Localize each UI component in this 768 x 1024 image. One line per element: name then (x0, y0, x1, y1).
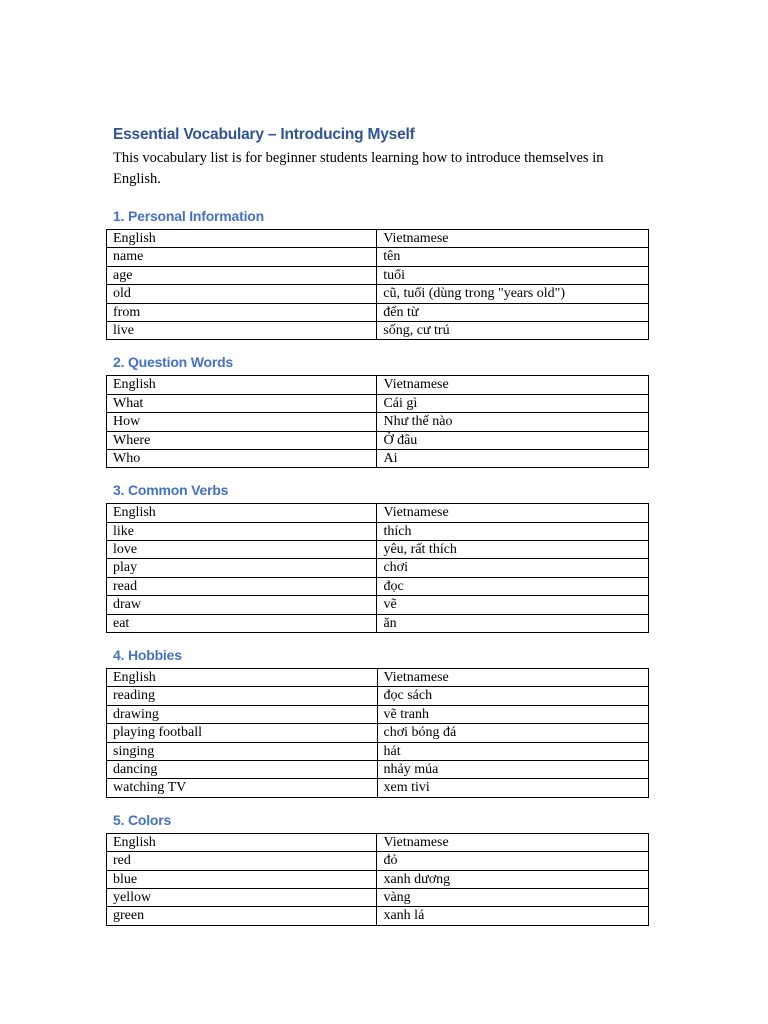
table-row (107, 852, 649, 870)
english-cell: live (107, 321, 377, 339)
vietnamese-cell: Cái gì (377, 394, 649, 412)
vietnamese-cell: Như thế nào (377, 413, 649, 431)
table-row (107, 413, 649, 431)
vietnamese-cell: sống, cư trú (377, 321, 649, 339)
table-header-row (107, 376, 649, 394)
english-cell: draw (107, 596, 377, 614)
section-heading-hobbies: 4. Hobbies (113, 647, 182, 664)
table-header-row (107, 504, 649, 522)
table-row (107, 888, 649, 906)
vietnamese-cell: xanh dương (377, 870, 649, 888)
vocab-table-common-verbs (106, 503, 649, 633)
english-cell: dancing (107, 760, 378, 778)
vietnamese-cell: đến từ (377, 303, 649, 321)
section-heading-common-verbs: 3. Common Verbs (113, 482, 229, 499)
english-cell: singing (107, 742, 378, 760)
vietnamese-cell: yêu, rất thích (377, 541, 649, 559)
table-row (107, 870, 649, 888)
table-header-row (107, 833, 649, 851)
intro-paragraph: This vocabulary list is for beginner students learning how to introduce themselves in English. (113, 150, 604, 187)
vietnamese-cell: Ai (377, 449, 649, 467)
section-heading-colors: 5. Colors (113, 811, 172, 828)
vietnamese-cell: ăn (377, 614, 649, 632)
vietnamese-cell: cũ, tuổi (dùng trong "years old") (377, 285, 649, 303)
vietnamese-cell: tuổi (377, 266, 649, 284)
vietnamese-cell: đọc sách (377, 687, 648, 705)
vietnamese-cell: nhảy múa (377, 760, 648, 778)
vietnamese-cell: đọc (377, 577, 649, 595)
table-row (107, 779, 649, 797)
table-row (107, 614, 649, 632)
header-vietnamese: Vietnamese (377, 230, 649, 248)
table-row (107, 577, 649, 595)
english-cell: Where (107, 431, 377, 449)
table-row (107, 724, 649, 742)
english-cell: red (107, 852, 377, 870)
english-cell: green (107, 907, 377, 925)
table-row (107, 760, 649, 778)
english-cell: old (107, 285, 377, 303)
table-row (107, 394, 649, 412)
english-cell: playing football (107, 724, 378, 742)
header-vietnamese: Vietnamese (377, 376, 649, 394)
table-row (107, 431, 649, 449)
header-vietnamese: Vietnamese (377, 669, 648, 687)
vocab-table-question-words (106, 375, 649, 468)
english-cell: from (107, 303, 377, 321)
vietnamese-cell: chơi (377, 559, 649, 577)
vietnamese-cell: tên (377, 248, 649, 266)
header-english: English (107, 833, 377, 851)
vietnamese-cell: xem tivi (377, 779, 648, 797)
vietnamese-cell: hát (377, 742, 648, 760)
table-header-row (107, 230, 649, 248)
table-row (107, 559, 649, 577)
document-title: Essential Vocabulary – Introducing Myself (113, 126, 415, 143)
english-cell: like (107, 522, 377, 540)
table-row (107, 687, 649, 705)
header-english: English (107, 230, 377, 248)
table-row (107, 742, 649, 760)
table-row (107, 596, 649, 614)
english-cell: watching TV (107, 779, 378, 797)
table-header-row (107, 669, 649, 687)
vocab-table-hobbies (106, 668, 649, 798)
table-row (107, 285, 649, 303)
english-cell: age (107, 266, 377, 284)
table-row (107, 321, 649, 339)
table-row (107, 303, 649, 321)
english-cell: eat (107, 614, 377, 632)
vietnamese-cell: Ở đâu (377, 431, 649, 449)
table-row (107, 522, 649, 540)
english-cell: love (107, 541, 377, 559)
vietnamese-cell: đỏ (377, 852, 649, 870)
vietnamese-cell: vàng (377, 888, 649, 906)
table-row (107, 705, 649, 723)
english-cell: read (107, 577, 377, 595)
english-cell: Who (107, 449, 377, 467)
english-cell: reading (107, 687, 378, 705)
table-row (107, 541, 649, 559)
header-vietnamese: Vietnamese (377, 504, 649, 522)
header-vietnamese: Vietnamese (377, 833, 649, 851)
vietnamese-cell: thích (377, 522, 649, 540)
vocab-table-colors (106, 833, 649, 926)
header-english: English (107, 504, 377, 522)
table-row (107, 266, 649, 284)
header-english: English (107, 376, 377, 394)
english-cell: play (107, 559, 377, 577)
table-row (107, 907, 649, 925)
table-row (107, 248, 649, 266)
table-row (107, 449, 649, 467)
vietnamese-cell: vẽ tranh (377, 705, 648, 723)
vocab-table-personal-information (106, 229, 649, 340)
section-heading-personal-information: 1. Personal Information (113, 208, 264, 224)
header-english: English (107, 669, 378, 687)
english-cell: What (107, 394, 377, 412)
document-body (113, 124, 653, 926)
vietnamese-cell: vẽ (377, 596, 649, 614)
english-cell: How (107, 413, 377, 431)
english-cell: drawing (107, 705, 378, 723)
vietnamese-cell: xanh lá (377, 907, 649, 925)
english-cell: name (107, 248, 377, 266)
vietnamese-cell: chơi bóng đá (377, 724, 648, 742)
english-cell: blue (107, 870, 377, 888)
section-heading-question-words: 2. Question Words (113, 354, 234, 371)
english-cell: yellow (107, 888, 377, 906)
